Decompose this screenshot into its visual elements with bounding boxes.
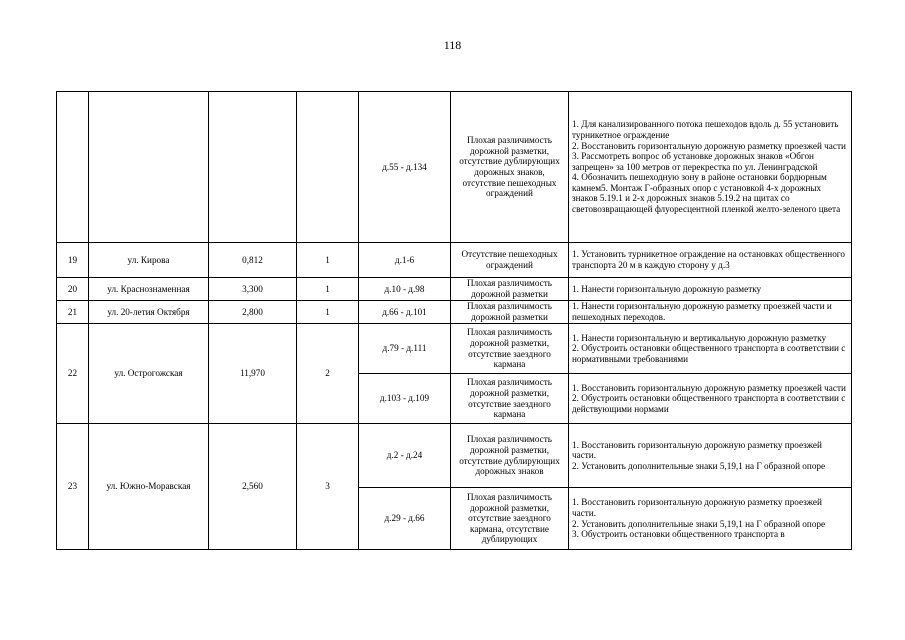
measure-item: 2. Обустроить остановки общественного транспорта в соответствии с действующими нормами bbox=[572, 393, 846, 414]
section-cell: д.2 - д.24 bbox=[359, 424, 451, 488]
table-row-21 bbox=[57, 301, 852, 324]
measure-item: 1. Восстановить горизонтальную дорожную разметку проезжей части bbox=[572, 382, 846, 393]
section-cell: д.55 - д.134 bbox=[359, 92, 451, 243]
measure-item: 1. Для канализированного потока пешеходов вдоль д. 55 установить турникетное ограждение bbox=[572, 119, 839, 140]
road-safety-table bbox=[56, 91, 852, 550]
street-cell: ул. Краснознаменная bbox=[89, 278, 209, 301]
measures-cell bbox=[569, 374, 852, 424]
measures-cell bbox=[569, 92, 852, 243]
problem-cell: Отсутствие пешеходных ограждений bbox=[451, 243, 569, 278]
num-cell: 21 bbox=[57, 301, 89, 324]
measure-item: 1. Восстановить горизонтальную дорожную разметку проезжей части. bbox=[572, 497, 822, 518]
street-cell: ул. Кирова bbox=[89, 243, 209, 278]
length-cell bbox=[209, 92, 297, 243]
section-cell: д.79 - д.111 bbox=[359, 324, 451, 374]
measure-item: 2. Обустроить остановки общественного транспорта в соответствии с нормативными требованиями bbox=[572, 343, 846, 364]
street-cell: ул. Южно-Моравская bbox=[89, 424, 209, 550]
num-cell: 22 bbox=[57, 324, 89, 424]
problem-cell: Плохая различимость дорожной разметки bbox=[451, 301, 569, 324]
num-cell: 20 bbox=[57, 278, 89, 301]
count-cell: 2 bbox=[297, 324, 359, 424]
length-cell: 3,300 bbox=[209, 278, 297, 301]
measure-item: 2. Восстановить горизонтальную дорожную разметку проезжей части bbox=[572, 140, 846, 151]
measures-cell bbox=[569, 278, 852, 301]
section-cell: д.10 - д.98 bbox=[359, 278, 451, 301]
table-row-22 bbox=[57, 324, 852, 374]
problem-cell: Плохая различимость дорожной разметки, отсутствие заездного кармана bbox=[451, 324, 569, 374]
street-cell bbox=[89, 92, 209, 243]
measure-item: 1. Восстановить горизонтальную дорожную разметку проезжей части. bbox=[572, 439, 822, 461]
section-cell: д.1-6 bbox=[359, 243, 451, 278]
problem-cell: Плохая различимость дорожной разметки, отсутствие заездного кармана, отсутствие дублирующих bbox=[451, 488, 569, 550]
measure-item: 1. Нанести горизонтальную дорожную разметку bbox=[572, 283, 762, 294]
problem-cell: Плохая различимость дорожной разметки, отсутствие заездного кармана bbox=[451, 374, 569, 424]
count-cell bbox=[297, 92, 359, 243]
measure-item: 2. Установить дополнительные знаки 5,19,1 на Г образной опоре bbox=[572, 518, 826, 529]
measure-item: 3. Рассмотреть вопрос об установке дорожных знаков «Обгон запрещен» за 100 метров от перекрестка по ул. Ленинградской bbox=[572, 151, 818, 172]
length-cell: 11,970 bbox=[209, 324, 297, 424]
length-cell: 2,560 bbox=[209, 424, 297, 550]
measure-item: 1. Нанести горизонтальную и вертикальную дорожную разметку bbox=[572, 332, 827, 343]
length-cell: 2,800 bbox=[209, 301, 297, 324]
table-row-continued bbox=[57, 92, 852, 243]
problem-cell: Плохая различимость дорожной разметки bbox=[451, 278, 569, 301]
section-cell: д.29 - д.66 bbox=[359, 488, 451, 550]
count-cell: 1 bbox=[297, 243, 359, 278]
section-cell: д.103 - д.109 bbox=[359, 374, 451, 424]
measures-cell bbox=[569, 324, 852, 374]
problem-cell: Плохая различимость дорожной разметки, отсутствие дублирующих дорожных знаков bbox=[451, 424, 569, 488]
count-cell: 3 bbox=[297, 424, 359, 550]
measure-item: 1. Нанести горизонтальную дорожную разметку проезжей части и пешеходных переходов. bbox=[572, 301, 832, 322]
count-cell: 1 bbox=[297, 278, 359, 301]
measure-item: 1. Установить турникетное ограждение на остановках общественного транспорта 20 м в каждую сторону у д.3 bbox=[572, 249, 845, 270]
table-row-20 bbox=[57, 278, 852, 301]
street-cell: ул. 20-летия Октября bbox=[89, 301, 209, 324]
measure-item: 2. Установить дополнительные знаки 5,19,1 на Г образной опоре bbox=[572, 460, 826, 471]
measures-cell bbox=[569, 301, 852, 324]
measures-cell bbox=[569, 488, 852, 550]
measures-cell bbox=[569, 424, 852, 488]
table-row-19 bbox=[57, 243, 852, 278]
num-cell: 23 bbox=[57, 424, 89, 550]
num-cell bbox=[57, 92, 89, 243]
num-cell: 19 bbox=[57, 243, 89, 278]
section-cell: д.66 - д.101 bbox=[359, 301, 451, 324]
problem-cell: Плохая различимость дорожной разметки, отсутствие дублирующих дорожных знаков, отсутствие пешеходных ограждений bbox=[451, 92, 569, 243]
measure-item: 4. Обозначить пешеходную зону в районе остановки бордюрным камнем5. Монтаж Г-образных опор с установкой 4-х дорожных знаков 5.19.1 и 2-х дорожных знаков 5.19.2 на щитах со световозвращающей флуоресцентной пленкой желто-зеленого цвета bbox=[572, 172, 841, 215]
page-number: 118 bbox=[443, 38, 462, 52]
measures-cell bbox=[569, 243, 852, 278]
length-cell: 0,812 bbox=[209, 243, 297, 278]
measure-item: 3. Обустроить остановки общественного транспорта в bbox=[572, 529, 785, 540]
count-cell: 1 bbox=[297, 301, 359, 324]
street-cell: ул. Острогожская bbox=[89, 324, 209, 424]
table-row-23 bbox=[57, 424, 852, 488]
